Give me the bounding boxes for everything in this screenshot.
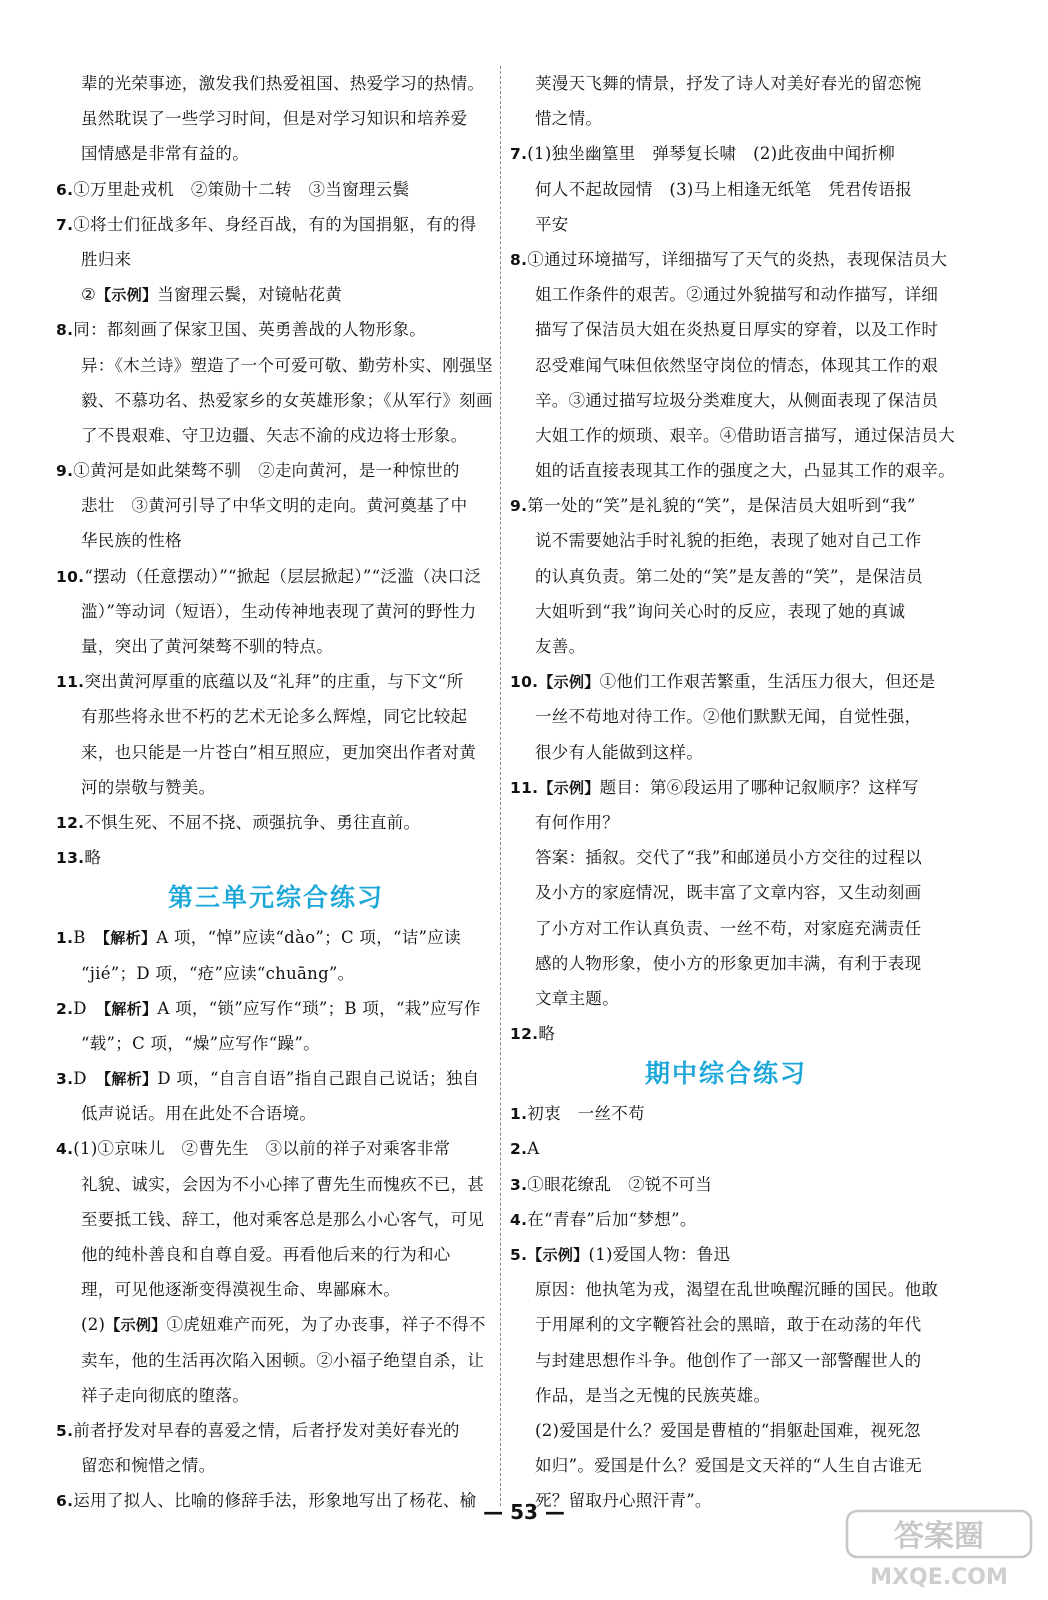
answer-text: 量，突出了黄河桀骜不驯的特点。 (81, 637, 333, 656)
answer-text: 低声说话。用在此处不合语境。 (81, 1104, 317, 1124)
answer-item (56, 840, 496, 875)
text-line (56, 1307, 496, 1342)
label-tag: 【示例】 (96, 286, 158, 305)
answer-text: “摆动（任意摆动）”“掀起（层层掀起）”“泛滥（决口泛 (84, 566, 482, 586)
watermark-text: 答案圈 (894, 1519, 984, 1554)
answer-item (510, 242, 948, 277)
answer-text: 忍受难闻气味但依然坚守岗位的情态，体现其工作的艰 (535, 355, 939, 375)
answer-item (510, 1131, 942, 1166)
text-line (56, 1167, 496, 1202)
left-column (56, 66, 496, 1519)
text-line (56, 1202, 496, 1237)
text-line (510, 66, 942, 101)
text-line (56, 956, 496, 991)
answer-text: 胜归来 (81, 249, 132, 269)
answer-text: 河的崇敬与赞美。 (81, 777, 216, 797)
text-line (510, 559, 942, 594)
answer-text: 祥子走向彻底的堕落。 (81, 1385, 249, 1405)
text-line (56, 1096, 496, 1131)
answer-text: ①黄河是如此桀骜不驯 ②走向黄河，是一种惊世的 (73, 461, 460, 481)
text-line (56, 418, 496, 453)
text-line (510, 840, 942, 875)
answer-item (56, 805, 496, 840)
item-number: 8. (510, 250, 528, 269)
label-tag: 【示例】 (538, 673, 600, 692)
watermark-logo (844, 1508, 1034, 1592)
answer-text: 有那些将永世不朽的艺术无论多么辉煌，同它比较起 (81, 707, 468, 727)
answer-text: 大姐听到“我”询问关心时的反应，表现了她的真诚 (535, 601, 906, 621)
text-line (510, 699, 942, 734)
answer-item (56, 559, 496, 594)
sub-label: (2) (81, 1315, 106, 1335)
answer-text: 有何作用？ (535, 812, 619, 832)
answer-text: 描写了保洁员大姐在炎热夏日厚实的穿着，以及工作时 (535, 320, 939, 340)
answer-text: 死？留取丹心照汗青”。 (535, 1491, 712, 1511)
answer-text: 不惧生死、不屈不挠、顽强抗争、勇往直前。 (84, 812, 421, 832)
text-line (510, 1378, 942, 1413)
answer-text: 至要抵工钱、辞工，他对乘客总是那么小心客气，可见 (81, 1209, 485, 1229)
answer-item (510, 136, 942, 171)
answer-text: 卖车，他的生活再次陷入困顿。②小福子绝望自杀，让 (81, 1350, 485, 1370)
answer-text: 说不需要她沾手时礼貌的拒绝，表现了她对自己工作 (535, 531, 922, 551)
text-line (510, 805, 942, 840)
item-number: 8. (56, 321, 74, 340)
answer-text: 辛。③通过描写垃圾分类难度大，从侧面表现了保洁员 (535, 390, 939, 410)
answer-text: 第一处的“笑”是礼貌的“笑”，是保洁员大姐听到“我” (527, 496, 916, 516)
answer-text: 前者抒发对早春的喜爱之情，后者抒发对美好春光的 (73, 1420, 460, 1440)
text-line (56, 1378, 496, 1413)
text-line (56, 1343, 496, 1378)
answer-text: 姐的话直接表现其工作的强度之大，凸显其工作的艰辛。 (535, 461, 955, 481)
text-line (56, 699, 496, 734)
answer-item (510, 1237, 942, 1272)
right-column (510, 66, 955, 1519)
text-line (56, 1026, 496, 1061)
answer-text: (1)独坐幽篁里 弹琴复长啸 (2)此夜曲中闻折柳 (527, 144, 896, 164)
text-line (510, 1343, 942, 1378)
item-number: 5. (510, 1246, 528, 1264)
text-line (510, 207, 942, 242)
answer-text: 了不畏艰难、守卫边疆、矢志不渝的戍边将士形象。 (81, 425, 468, 445)
item-number: 12. (56, 813, 85, 832)
item-number: 11. (510, 778, 539, 797)
answer-item (56, 991, 496, 1026)
answer-text: 如归”。爱国是什么？爱国是文天祥的“人生自古谁无 (535, 1456, 923, 1476)
answer-text: D (73, 998, 104, 1018)
item-number: 2. (510, 1140, 528, 1159)
answer-text: 了小方对工作认真负责、一丝不苟，对家庭充满责任 (535, 918, 922, 938)
sub-label: ② (81, 285, 97, 305)
text-line (56, 735, 496, 770)
answer-text: 原因：他执笔为戎，渴望在乱世唤醒沉睡的国民。他敢 (535, 1280, 939, 1300)
answer-text: 滥）”等动词（短语），生动传神地表现了黄河的野性力 (81, 601, 477, 621)
answer-text: 一丝不苟地对待工作。②他们默默无闻，自觉性强， (535, 707, 922, 727)
text-line (510, 418, 955, 453)
text-line (510, 101, 942, 136)
item-number: 7. (510, 145, 528, 164)
label-tag: 【解析】 (103, 1070, 158, 1089)
answer-item (56, 1413, 496, 1448)
answer-text: 大姐工作的烦琐、艰辛。④借助语言描写，通过保洁员大 (535, 425, 955, 445)
text-line (56, 1448, 496, 1483)
text-line (56, 523, 496, 558)
item-number: 10. (56, 567, 85, 586)
answer-item (56, 172, 496, 207)
item-number: 13. (56, 849, 85, 868)
answer-text: 于用犀利的文字鞭笞社会的黑暗，敢于在动荡的年代 (535, 1315, 922, 1335)
label-tag: 【示例】 (527, 1246, 589, 1264)
answer-text: B (73, 928, 103, 948)
answer-item (56, 664, 496, 699)
text-line (510, 172, 942, 207)
text-line (56, 488, 496, 523)
item-number: 6. (56, 180, 74, 199)
answer-item (56, 920, 496, 955)
answer-text: 运用了拟人、比喻的修辞手法，形象地写出了杨花、榆 (73, 1491, 477, 1511)
text-line (56, 594, 496, 629)
item-number: 9. (56, 462, 74, 481)
text-line (56, 1237, 496, 1272)
text-line (510, 875, 942, 910)
answer-text: 的认真负责。第二处的“笑”是友善的“笑”，是保洁员 (535, 566, 923, 586)
text-line (56, 66, 496, 101)
answer-text: ①他们工作艰苦繁重，生活压力很大，但还是 (599, 672, 936, 692)
text-line (510, 911, 942, 946)
item-number: 12. (510, 1025, 539, 1044)
text-line (56, 101, 496, 136)
answer-text: 突出黄河厚重的底蕴以及“礼拜”的庄重，与下文“所 (84, 672, 464, 692)
answer-text: 答案：插叙。交代了“我”和邮递员小方交往的过程以 (535, 848, 923, 868)
text-line (56, 383, 496, 418)
text-line (510, 735, 942, 770)
answer-text: 惜之情。 (535, 109, 603, 129)
watermark-url: MXQE.COM (870, 1565, 1008, 1590)
answer-text: 毅、不慕功名、热爱家乡的女英雄形象；《从军行》刻画 (81, 390, 493, 410)
answer-item (510, 664, 942, 699)
text-line (510, 594, 942, 629)
item-number: 11. (56, 673, 85, 692)
answer-item (56, 312, 496, 347)
answer-text: 虽然耽误了一些学习时间，但是对学习知识和培养爱 (81, 109, 468, 129)
item-number: 10. (510, 673, 539, 692)
answer-text: ①眼花缭乱 ②锐不可当 (527, 1174, 713, 1194)
section-heading: 期中综合练习 (644, 1059, 807, 1089)
answer-text: (1)①京味儿 ②曹先生 ③以前的祥子对乘客非常 (73, 1139, 451, 1159)
label-tag: 【解析】 (102, 929, 157, 948)
item-number: 5. (56, 1421, 74, 1440)
text-line (56, 770, 496, 805)
text-line (510, 981, 942, 1016)
answer-text: 略 (538, 1024, 556, 1044)
answer-text: A 项，“锁”应写作“琐”；B 项，“栽”应写作 (157, 998, 481, 1018)
answer-text: 同：都刻画了保家卫国、英勇善战的人物形象。 (73, 320, 427, 340)
answer-item (510, 770, 942, 805)
answer-text: 他的纯朴善良和自尊自爱。再看他后来的行为和心 (81, 1245, 451, 1264)
text-line (510, 1272, 942, 1307)
answer-item (510, 488, 942, 523)
page-number: — 53 — (483, 1500, 565, 1524)
item-number: 9. (510, 497, 528, 516)
text-line (510, 523, 942, 558)
item-number: 6. (56, 1492, 74, 1511)
item-number: 4. (510, 1210, 528, 1229)
text-line (510, 348, 942, 383)
answer-text: D (73, 1069, 104, 1089)
answer-text: 来，也只能是一片苍白”相互照应，更加突出作者对黄 (81, 742, 477, 762)
answer-text: 辈的光荣事迹，激发我们热爱祖国、热爱学习的热情。 (81, 74, 485, 93)
answer-text: 感的人物形象，使小方的形象更加丰满，有利于表现 (535, 953, 922, 973)
answer-text: 在“青春”后加“梦想”。 (527, 1209, 697, 1229)
answer-text: D 项，“自言自语”指自己跟自己说话；独自 (157, 1069, 480, 1089)
text-line (510, 946, 942, 981)
item-number: 4. (56, 1140, 74, 1159)
text-line (510, 1307, 942, 1342)
answer-text: ①万里赴戎机 ②策勋十二转 ③当窗理云鬓 (73, 179, 410, 199)
text-line (56, 1272, 496, 1307)
column-divider (500, 66, 501, 1506)
answer-text: A 项，“悼”应读“dào”；C 项，“诘”应读 (156, 928, 461, 948)
answer-text: 友善。 (535, 637, 586, 656)
answer-item (56, 1131, 496, 1166)
answer-text: 与封建思想作斗争。他创作了一部又一部警醒世人的 (535, 1350, 922, 1370)
answer-text: “jié”；D 项，“疮”应读“chuāng”。 (81, 963, 355, 983)
text-line (510, 277, 942, 312)
answer-text: 荚漫天飞舞的情景，抒发了诗人对美好春光的留恋惋 (535, 74, 922, 93)
text-line (56, 242, 496, 277)
item-number: 3. (510, 1175, 528, 1194)
answer-item (510, 1167, 942, 1202)
answer-item (510, 1016, 942, 1051)
answer-text: 理，可见他逐渐变得漠视生命、卑鄙麻木。 (81, 1280, 401, 1300)
text-line (510, 312, 942, 347)
text-line (510, 453, 955, 488)
answer-text: (1)爱国人物：鲁迅 (588, 1245, 731, 1264)
text-line (56, 629, 496, 664)
answer-item (56, 1061, 496, 1096)
answer-text: 平安 (535, 214, 569, 234)
answer-text: ①将士们征战多年、身经百战，有的为国捐躯，有的得 (73, 214, 477, 234)
answer-text: 悲壮 ③黄河引导了中华文明的走向。黄河奠基了中 (81, 496, 468, 516)
answer-text: 题目：第⑥段运用了哪种记叙顺序？这样写 (599, 777, 919, 797)
answer-item (510, 1202, 942, 1237)
answer-text: 及小方的家庭情况，既丰富了文章内容，又生动刻画 (535, 883, 922, 903)
item-number: 2. (56, 999, 74, 1018)
item-number: 1. (56, 929, 74, 948)
answer-text: “载”；C 项，“燥”应写作“躁”。 (81, 1033, 320, 1053)
answer-text: 当窗理云鬓，对镜帖花黄 (157, 285, 343, 305)
answer-text: (2)爱国是什么？爱国是曹植的“捐躯赴国难，视死忽 (535, 1420, 921, 1440)
text-line (56, 277, 496, 312)
item-number: 7. (56, 215, 74, 234)
label-tag: 【示例】 (538, 778, 600, 797)
label-tag: 【解析】 (103, 999, 158, 1018)
answer-text: ①通过环境描写，详细描写了天气的炎热，表现保洁员大 (527, 249, 948, 269)
answer-text: 很少有人能做到这样。 (535, 742, 703, 762)
text-line (56, 348, 496, 383)
answer-text: A (527, 1139, 540, 1159)
answer-text: 礼貌、诚实，会因为不小心摔了曹先生而愧疚不已，甚 (81, 1174, 485, 1194)
answer-text: ①虎妞难产而死，为了办丧事，祥子不得不 (166, 1315, 486, 1335)
answer-text: 初衷 一丝不苟 (527, 1104, 645, 1124)
item-number: 1. (510, 1105, 528, 1124)
answer-text: 留恋和惋惜之情。 (81, 1456, 216, 1476)
text-line (510, 629, 942, 664)
answer-text: 文章主题。 (535, 988, 619, 1008)
text-line (510, 383, 942, 418)
answer-text: 姐工作条件的艰苦。②通过外貌描写和动作描写，详细 (535, 285, 939, 305)
answer-item (56, 453, 496, 488)
answer-text: 略 (84, 848, 102, 868)
answer-text: 何人不起故园情 (3)马上相逢无纸笔 凭君传语报 (535, 179, 913, 199)
text-line (510, 1413, 942, 1448)
text-line (56, 136, 496, 171)
text-line (510, 1448, 942, 1483)
answer-text: 作品，是当之无愧的民族英雄。 (535, 1385, 771, 1405)
answer-item (510, 1096, 942, 1131)
label-tag: 【示例】 (105, 1316, 167, 1335)
answer-text: 异：《木兰诗》塑造了一个可爱可敬、勤劳朴实、刚强坚 (81, 355, 493, 375)
answer-text: 国情感是非常有益的。 (81, 144, 249, 164)
answer-item (56, 207, 496, 242)
item-number: 3. (56, 1070, 74, 1089)
answer-text: 华民族的性格 (81, 531, 182, 551)
section-heading: 第三单元综合练习 (167, 883, 384, 913)
